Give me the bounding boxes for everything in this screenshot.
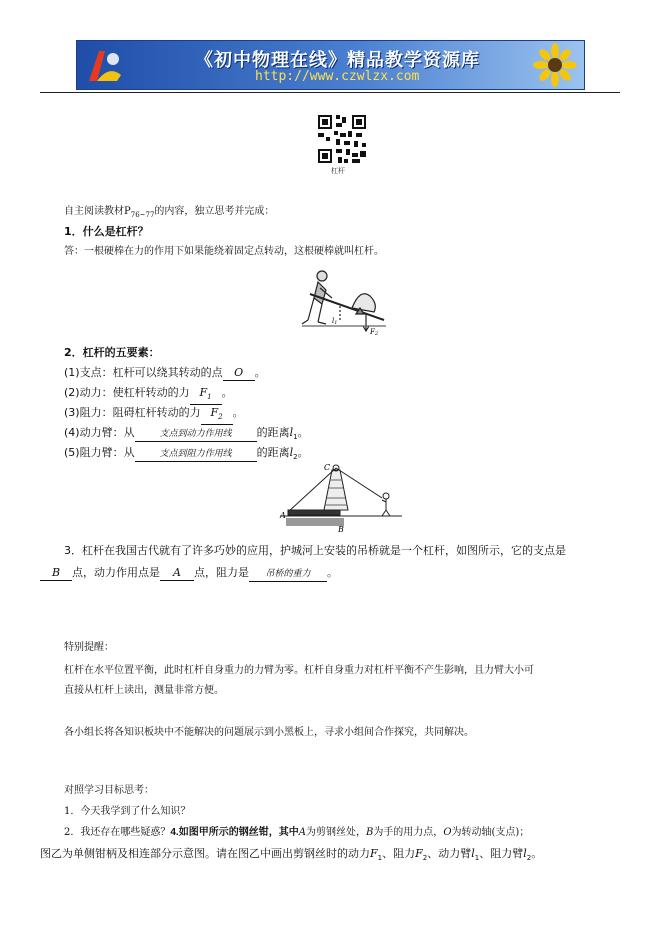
q1-answer: 答：一根硬棒在力的作用下如果能绕着固定点转动，这根硬棒就叫杠杆。 xyxy=(64,246,384,257)
group-instruction: 各小组长将各知识板块中不能解决的问题展示到小黑板上，寻求小组间合作探究，共同解决。 xyxy=(64,727,474,738)
reflect-q1: 1．今天我学到了什么知识？ xyxy=(64,806,191,817)
fig1-f2-label: F2 xyxy=(370,328,379,337)
q2-item-4: (4)动力臂：从 支点到动力作用线 的距离$l_1$。 xyxy=(64,426,309,442)
q3-line1: 3．杠杆在我国古代就有了许多巧妙的应用，护城河上安装的吊桥就是一个杠杆，如图所示，它的支点是 xyxy=(64,544,566,557)
fig2-label-c: C xyxy=(324,463,331,472)
intro-line: 自主阅读教材$P_{76\sim 77}$的内容，独立思考并完成： xyxy=(64,206,275,219)
banner-title: 《初中物理在线》精品教学资源库 xyxy=(195,50,480,71)
q2-item-2: (2)动力：使杠杆转动的力 $F_1$ 。 xyxy=(64,386,233,405)
reflect-q2: 2．我还存在哪些疑惑？4.如图甲所示的钢丝钳，其中A为剪钢丝处，B为手的用力点，O为转动轴(支点)； xyxy=(64,827,530,838)
q1-title: 1．什么是杠杆？ xyxy=(64,225,149,238)
qr-caption: 杠杆 xyxy=(331,167,345,175)
qr-code-icon[interactable] xyxy=(316,113,368,165)
tip-line2: 直接从杠杆上读出，测量非常方便。 xyxy=(64,685,224,696)
header-banner xyxy=(76,40,585,90)
lever-person-figure xyxy=(296,268,392,338)
q2-item-3: (3)阻力：阻碍杠杆转动的力 $F_2$ 。 xyxy=(64,406,244,425)
q3-line2: B 点，动力作用点是 A 点，阻力是 吊桥的重力 。 xyxy=(40,566,338,582)
q2-item-5: (5)阻力臂：从 支点到阻力作用线 的距离$l_2$。 xyxy=(64,446,309,462)
reflect-title: 对照学习目标思考： xyxy=(64,785,154,796)
banner-url[interactable]: http://www.czwlzx.com xyxy=(255,69,420,84)
sunflower-icon xyxy=(532,43,578,87)
fig2-label-a: A xyxy=(280,511,286,520)
drawbridge-figure xyxy=(278,460,404,532)
fig2-label-b: B xyxy=(338,525,344,532)
q2-item-1: (1)支点：杠杆可以绕其转动的点 O 。 xyxy=(64,366,266,379)
fig1-l1-label: l1 xyxy=(332,317,338,326)
tip-line1: 杠杆在水平位置平衡，此时杠杆自身重力的力臂为零。杠杆自身重力对杠杆平衡不产生影响，且力臂大小可 xyxy=(64,665,534,676)
reflect-q2-line2: 图乙为单侧钳柄及相连部分示意图。请在图乙中画出剪钢丝时的动力$F_1$、阻力$F_2$、动力臂$l_1$、阻力臂$l_2$。 xyxy=(40,847,543,863)
header-rule xyxy=(40,92,620,93)
q2-title: 2．杠杆的五要素： xyxy=(64,346,160,359)
logo-icon xyxy=(83,45,125,85)
tip-title: 特别提醒： xyxy=(64,642,114,653)
